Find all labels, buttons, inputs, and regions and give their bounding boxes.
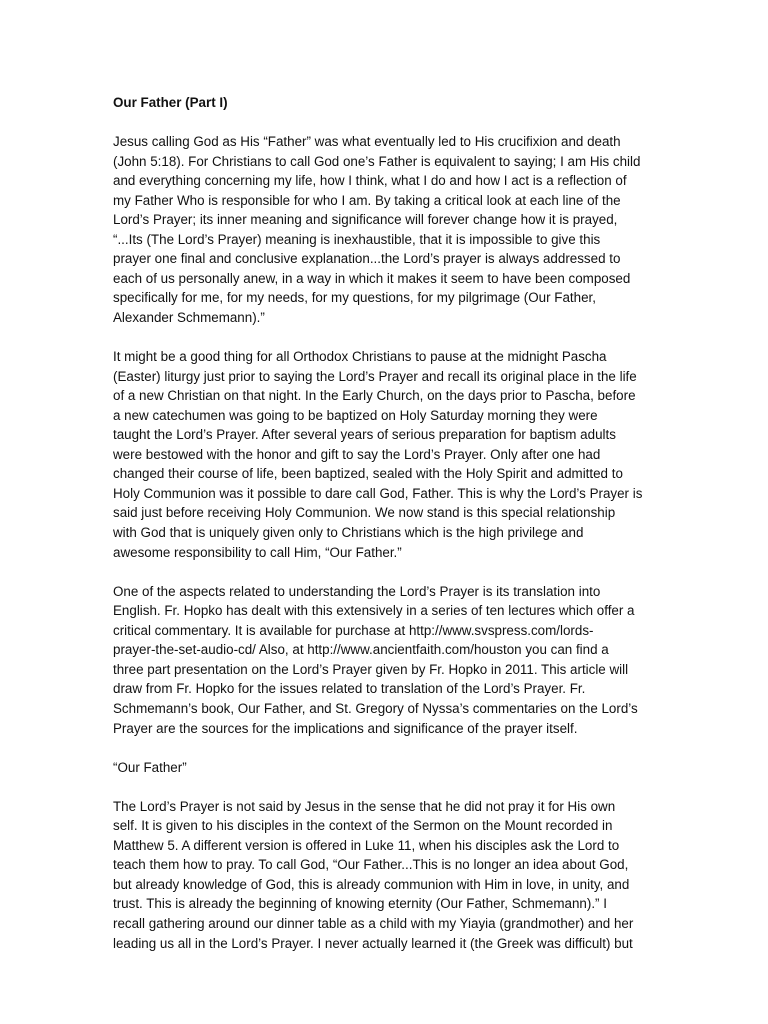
paragraph-1	[113, 132, 661, 327]
paragraph-line: (John 5:18). For Christians to call God one’s Father is equivalent to saying; I am His child	[113, 153, 641, 169]
paragraph-line: Alexander Schmemann).”	[113, 310, 265, 326]
paragraph-line: critical commentary. It is available for purchase at http://www.svspress.com/lords-	[113, 622, 594, 638]
paragraph-line: were bestowed with the honor and gift to say the Lord’s Prayer. Only after one had	[113, 446, 601, 462]
paragraph-line: One of the aspects related to understanding the Lord’s Prayer is its translation into	[113, 583, 601, 599]
paragraph-line: my Father Who is responsible for who I am. By taking a critical look at each line of the	[113, 192, 621, 208]
paragraph-line: The Lord’s Prayer is not said by Jesus in the sense that he did not pray it for His own	[113, 798, 616, 814]
paragraph-4	[113, 797, 661, 953]
paragraph-line: prayer-the-set-audio-cd/ Also, at http://www.ancientfaith.com/houston you can find a	[113, 642, 609, 658]
paragraph-line: with God that is uniquely given only to Christians which is the high privilege and	[113, 525, 584, 541]
paragraph-line: It might be a good thing for all Orthodox Christians to pause at the midnight Pascha	[113, 349, 607, 365]
paragraph-line: Schmemann’s book, Our Father, and St. Gregory of Nyssa’s commentaries on the Lord’s	[113, 700, 638, 716]
paragraph-line: changed their course of life, been baptized, sealed with the Holy Spirit and admitted to	[113, 466, 623, 482]
paragraph-line: Jesus calling God as His “Father” was what eventually led to His crucifixion and death	[113, 134, 621, 150]
paragraph-line: awesome responsibility to call Him, “Our Father.”	[113, 544, 402, 560]
paragraph-line: said just before receiving Holy Communion. We now stand is this special relationship	[113, 505, 616, 521]
paragraph-line: each of us personally anew, in a way in which it makes it seem to have been composed	[113, 270, 631, 286]
paragraph-line: prayer one final and conclusive explanation...the Lord’s prayer is always addressed to	[113, 251, 621, 267]
paragraph-line: self. It is given to his disciples in the context of the Sermon on the Mount recorded in	[113, 818, 613, 834]
paragraph-line: leading us all in the Lord’s Prayer. I never actually learned it (the Greek was difficult) but	[113, 935, 633, 951]
section-heading: “Our Father”	[113, 759, 187, 775]
paragraph-line: draw from Fr. Hopko for the issues related to translation of the Lord’s Prayer. Fr.	[113, 681, 586, 697]
paragraph-3	[113, 582, 661, 738]
paragraph-2	[113, 347, 661, 562]
paragraph-line: (Easter) liturgy just prior to saying the Lord’s Prayer and recall its original place in the life	[113, 368, 637, 384]
paragraph-line: but already knowledge of God, this is already communion with Him in love, in unity, and	[113, 876, 630, 892]
paragraph-line: “...Its (The Lord’s Prayer) meaning is inexhaustible, that it is impossible to give this	[113, 231, 601, 247]
document-body	[113, 93, 661, 973]
paragraph-line: a new catechumen was going to be baptized on Holy Saturday morning they were	[113, 407, 598, 423]
paragraph-line: English. Fr. Hopko has dealt with this extensively in a series of ten lectures which offer a	[113, 603, 635, 619]
paragraph-line: Lord’s Prayer; its inner meaning and significance will forever change how it is prayed,	[113, 212, 618, 228]
paragraph-line: and everything concerning my life, how I think, what I do and how I act is a reflection of	[113, 173, 627, 189]
paragraph-line: Holy Communion was it possible to dare call God, Father. This is why the Lord’s Prayer is	[113, 485, 643, 501]
paragraph-line: trust. This is already the beginning of knowing eternity (Our Father, Schmemann).” I	[113, 896, 607, 912]
document-title: Our Father (Part I)	[113, 95, 228, 110]
paragraph-line: taught the Lord’s Prayer. After several years of serious preparation for baptism adults	[113, 427, 616, 443]
paragraph-line: Prayer are the sources for the implications and significance of the prayer itself.	[113, 720, 578, 736]
paragraph-line: specifically for me, for my needs, for my questions, for my pilgrimage (Our Father,	[113, 290, 596, 306]
paragraph-line: Matthew 5. A different version is offered in Luke 11, when his disciples ask the Lord to	[113, 837, 620, 853]
paragraph-line: of a new Christian on that night. In the Early Church, on the days prior to Pascha, before	[113, 388, 636, 404]
paragraph-line: recall gathering around our dinner table as a child with my Yiayia (grandmother) and her	[113, 915, 634, 931]
paragraph-line: three part presentation on the Lord’s Prayer given by Fr. Hopko in 2011. This article will	[113, 661, 629, 677]
paragraph-line: teach them how to pray. To call God, “Our Father...This is no longer an idea about God,	[113, 857, 629, 873]
